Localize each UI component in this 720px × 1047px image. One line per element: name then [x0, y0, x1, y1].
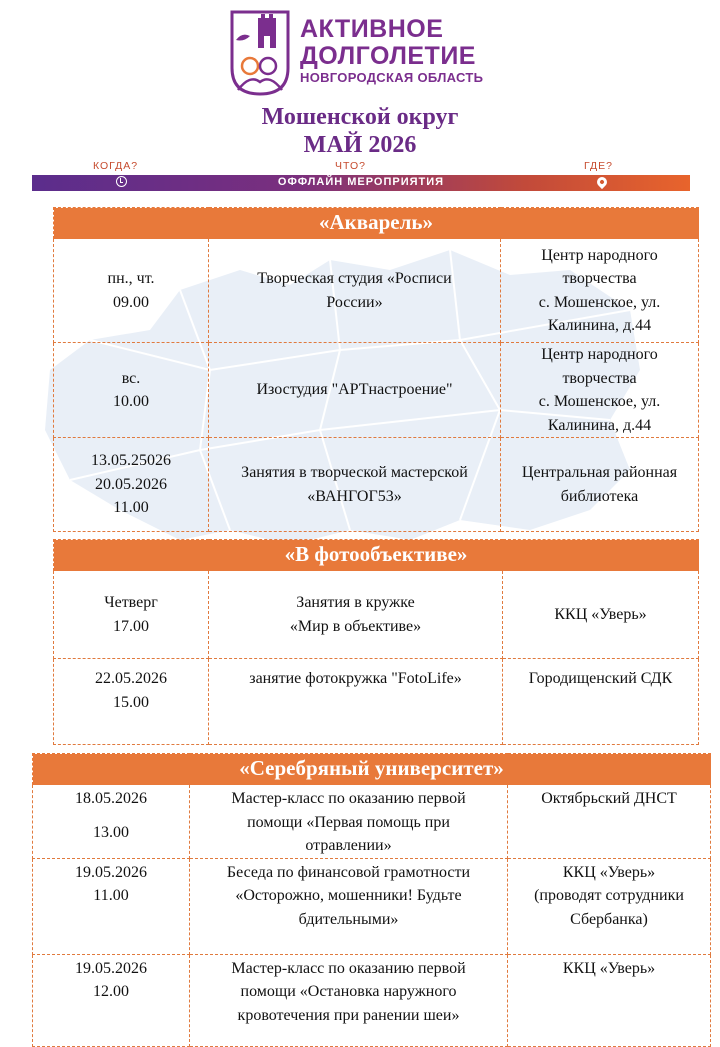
cell-line: Центр народного — [541, 346, 658, 363]
cell-line: Калинина, д.44 — [547, 416, 652, 434]
cell-line: 19.05.2026 — [75, 863, 147, 881]
cell-line: 18.05.2026 — [75, 790, 147, 807]
cell-line: занятие фотокружка "FotoLife» — [249, 670, 462, 687]
cell-line: 15.00 — [113, 693, 149, 711]
section-serebryanyi-universitet — [32, 753, 711, 1047]
cell-when — [54, 343, 209, 438]
section-akvarel — [53, 207, 699, 532]
district-title: Мошенской округ — [261, 104, 459, 130]
cell-when — [54, 239, 209, 343]
table-row — [54, 659, 699, 745]
cell-line: творчества — [562, 270, 637, 287]
cell-line: 20.05.2026 — [95, 475, 167, 493]
cell-line: Городищенский СДК — [528, 670, 673, 687]
cell-where — [501, 239, 699, 343]
cell-when — [33, 954, 190, 1046]
cell-line: «Осторожно, мошенники! Будьте — [235, 887, 462, 904]
cell-line: с. Мошенское, ул. — [538, 293, 661, 311]
cell-line: 10.00 — [113, 393, 149, 410]
cell-line: пн., чт. — [107, 270, 155, 287]
cell-line: Октябрьский ДНСТ — [541, 790, 677, 807]
cell-line: Изостудия "АРТнастроение" — [256, 381, 453, 399]
cell-where — [508, 858, 711, 954]
logo-line-2: ДОЛГОЛЕТИЕ — [300, 42, 476, 70]
cell-line: Калинина, д.44 — [547, 317, 652, 334]
cell-what — [209, 659, 503, 745]
cell-line: 19.05.2026 — [75, 959, 147, 977]
cell-line: отравлении» — [305, 837, 392, 854]
label-what: ЧТО? — [335, 160, 366, 172]
cell-what — [190, 785, 508, 859]
cell-what — [209, 343, 501, 438]
cell-line: Сбербанка) — [570, 910, 648, 928]
cell-line: библиотека — [560, 487, 639, 505]
cell-line: ККЦ «Уверь» — [554, 605, 647, 623]
cell-line: Занятия в кружке — [296, 594, 415, 611]
cell-line: 12.00 — [93, 983, 129, 1000]
cell-line: 11.00 — [113, 499, 149, 517]
cell-when — [54, 571, 209, 659]
offline-events-band — [32, 175, 690, 191]
label-where: ГДЕ? — [584, 160, 613, 172]
label-when: КОГДА? — [93, 160, 139, 172]
cell-line: 13.00 — [93, 823, 129, 841]
cell-line: с. Мошенское, ул. — [538, 393, 661, 410]
cell-line: творчества — [562, 369, 637, 387]
table-row — [54, 343, 699, 438]
section-title: «Серебряный университет» — [33, 754, 711, 785]
logo-emblem-icon — [228, 10, 292, 96]
table-row — [33, 858, 711, 954]
cell-line: бдительными» — [298, 910, 399, 928]
cell-line: помощи «Первая помощь при — [247, 813, 450, 831]
cell-where — [501, 343, 699, 438]
band-text: ОФФЛАЙН МЕРОПРИЯТИЯ — [277, 176, 445, 188]
cell-what — [209, 239, 501, 343]
cell-where — [503, 571, 699, 659]
cell-line: ККЦ «Уверь» — [562, 863, 656, 881]
cell-when — [54, 438, 209, 532]
cell-line: 11.00 — [93, 887, 129, 904]
cell-line: России» — [326, 293, 383, 311]
cell-line: Центр народного — [541, 246, 658, 264]
cell-line: Творческая студия «Росписи — [257, 270, 452, 287]
cell-what — [209, 571, 503, 659]
cell-what — [190, 954, 508, 1046]
period-title: МАЙ 2026 — [303, 132, 417, 158]
cell-where — [508, 954, 711, 1046]
cell-line: Мастер-класс по оказанию первой — [231, 790, 466, 807]
cell-line: помощи «Остановка наружного — [240, 983, 457, 1000]
cell-line: «Мир в объективе» — [289, 617, 422, 635]
cell-when — [33, 858, 190, 954]
table-row — [54, 571, 699, 659]
cell-where — [501, 438, 699, 532]
cell-line: 17.00 — [113, 617, 149, 635]
cell-line: Занятия в творческой мастерской — [241, 464, 468, 481]
cell-when — [33, 785, 190, 859]
section-title: «В фотообъективе» — [54, 540, 699, 571]
cell-line: Центральная районная — [521, 464, 678, 481]
cell-line: кровотечения при ранении шеи» — [237, 1006, 460, 1024]
cell-what — [209, 438, 501, 532]
cell-when — [54, 659, 209, 745]
cell-line: вс. — [121, 369, 141, 387]
cell-line: ККЦ «Уверь» — [562, 959, 656, 977]
active-longevity-logo — [228, 10, 498, 96]
cell-line: Четверг — [104, 594, 158, 611]
logo-line-1: АКТИВНОЕ — [300, 15, 444, 43]
cell-line: Беседа по финансовой грамотности — [226, 863, 471, 881]
cell-line: 22.05.2026 — [95, 670, 167, 687]
table-row — [33, 954, 711, 1046]
table-row — [54, 438, 699, 532]
cell-line: «ВАНГОГ53» — [307, 487, 402, 505]
cell-line: 13.05.25026 — [91, 452, 171, 470]
table-row — [54, 239, 699, 343]
section-title: «Акварель» — [54, 208, 699, 239]
section-v-fotoobektive — [53, 539, 699, 745]
cell-line: Мастер-класс по оказанию первой — [231, 959, 466, 977]
cell-where — [503, 659, 699, 745]
cell-where — [508, 785, 711, 859]
table-row — [33, 785, 711, 859]
cell-line: 09.00 — [113, 293, 149, 311]
cell-line: (проводят сотрудники — [534, 887, 684, 904]
cell-what — [190, 858, 508, 954]
logo-line-3: НОВГОРОДСКАЯ ОБЛАСТЬ — [300, 70, 484, 85]
